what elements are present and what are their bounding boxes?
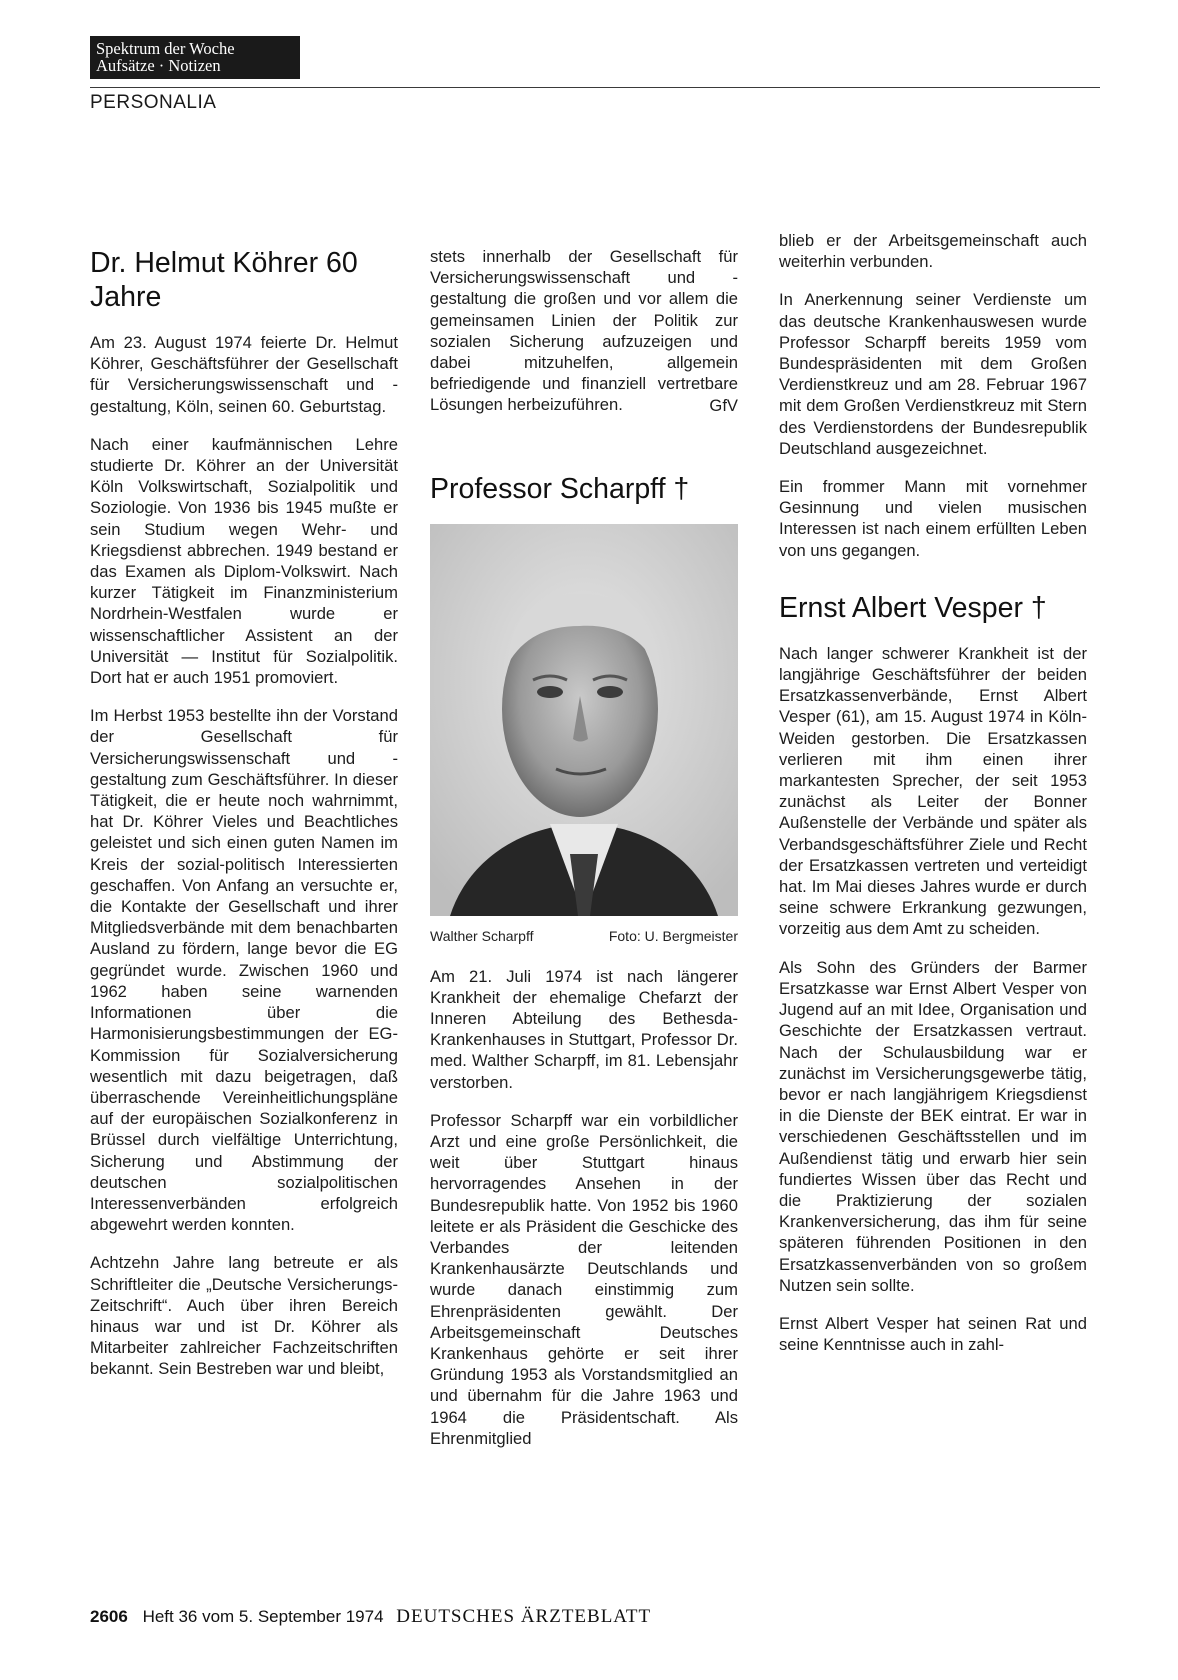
article-paragraph-continued: blieb er der Arbeitsgemeinschaft auch weiterhin verbunden. xyxy=(779,231,1087,272)
article-signature: GfV xyxy=(709,395,738,415)
article-paragraph-continued: stets innerhalb der Gesellschaft für Versicherungswissenschaft und -gestaltung die großen und vor allem die gemeinsamen Linien der Politik zur sozialen Sicherung aufzuzeigen und dabei mitzuhelfen, allgemein befriedigende und finanziell vertretbare Lösungen herbeizuführen. xyxy=(430,247,738,415)
article-paragraph: Ein frommer Mann mit vornehmer Gesinnung und vielen musischen Interessen ist nach einem erfüllten Leben von uns gegangen. xyxy=(779,477,1087,560)
rubric-label: PERSONALIA xyxy=(90,92,217,113)
article-title-scharpff: Professor Scharpff † xyxy=(430,472,690,505)
article-paragraph: Am 21. Juli 1974 ist nach längerer Krankheit der ehemalige Chefarzt der Inneren Abteilung des Bethesda-Krankenhauses in Stuttgart, Professor Dr. med. Walther Scharpff, im 81. Lebensjahr verstorben. xyxy=(430,966,738,1092)
article-paragraph: Nach langer schwerer Krankheit ist der langjährige Geschäftsführer der beiden Ersatzkassenverbände, Ernst Albert Vesper (61), am 15. August 1974 in Köln-Weiden gestorben. Die Ersatzkassen verlieren mit ihm einen ihrer markantesten Sprecher, der seit 1953 zunächst als Leiter der Bonner Außenstelle der Verbände und später als Verbandsgeschäftsführer Ziele und Recht der Ersatzkassen vertreten und verteidigt hat. Im Mai dieses Jahres wurde er durch seine schwere Erkrankung gezwungen, vorzeitig aus dem Amt zu scheiden. xyxy=(779,643,1087,939)
article-paragraph: Am 23. August 1974 feierte Dr. Helmut Köhrer, Geschäftsführer der Gesellschaft für Versicherungswissenschaft und -gestaltung, Köln, seinen 60. Geburtstag. xyxy=(90,333,398,416)
magazine-name: DEUTSCHES ÄRZTEBLATT xyxy=(396,1606,652,1627)
article-paragraph: Achtzehn Jahre lang betreute er als Schriftleiter die „Deutsche Versicherungs-Zeitschrift“. Auch über ihren Bereich hinaus war und ist Dr. Köhrer als Mitarbeiter zahlreicher Fachzeitschriften bekannt. Sein Bestreben war und bleibt, xyxy=(90,1253,398,1379)
column-2 xyxy=(430,246,738,1466)
page-number: 2606 xyxy=(90,1607,128,1626)
article-title-koehrer: Dr. Helmut Köhrer 60 Jahre xyxy=(90,247,358,313)
column-3 xyxy=(779,230,1087,1372)
section-label-box xyxy=(90,36,300,79)
section-label-line1: Spektrum der Woche xyxy=(96,39,235,58)
column-1 xyxy=(90,246,398,1397)
photo-caption-credit: Foto: U. Bergmeister xyxy=(608,927,738,944)
article-paragraph: Als Sohn des Gründers der Barmer Ersatzkasse war Ernst Albert Vesper von Jugend auf an mit Idee, Organisation und Geschichte der Ersatzkassen vertraut. Nach der Schulausbildung war er zunächst im Versicherungsgewerbe tätig, bevor er nach langjährigem Kriegsdienst in die Dienste der BEK eintrat. Er war in verschiedenen Geschäftsstellen und im Außendienst tätig und erwarb hier sein fundiertes Wissen über das Recht und die Praktizierung der sozialen Krankenversicherung, das ihm für seine späteren führenden Positionen in den Ersatzkassenverbänden von so großem Nutzen sein sollte. xyxy=(779,957,1087,1295)
photo-caption xyxy=(430,928,738,944)
section-label-line2: Aufsätze · Notizen xyxy=(96,56,221,75)
article-title-vesper: Ernst Albert Vesper † xyxy=(779,591,1047,624)
issue-info: Heft 36 vom 5. September 1974 xyxy=(142,1607,384,1626)
article-paragraph: Ernst Albert Vesper hat seinen Rat und seine Kenntnisse auch in zahl- xyxy=(779,1313,1087,1355)
article-paragraph: Nach einer kaufmännischen Lehre studierte Dr. Köhrer an der Universität Köln Volkswirtschaft, Sozialpolitik und Soziologie. Von 1936 bis 1945 mußte er sein Studium wegen Wehr- und Kriegsdienst abbrechen. 1949 bestand er das Examen als Diplom-Volkswirt. Nach kurzer Tätigkeit im Finanzministerium Nordrhein-Westfalen wurde er wissenschaftlicher Assistent an der Universität — Institut für Sozialpolitik. Dort hat er auch 1951 promoviert. xyxy=(90,434,398,688)
header-rule xyxy=(90,87,1100,88)
page-footer xyxy=(90,1606,651,1628)
article-paragraph: Im Herbst 1953 bestellte ihn der Vorstand der Gesellschaft für Versicherungswissenschaft und -gestaltung zum Geschäftsführer. In dieser Tätigkeit, die er heute noch wahrnimmt, hat Dr. Köhrer Vieles und Beachtliches geleistet und sich einen guten Namen im Kreis der sozial-politisch Interessierten geschaffen. Von Anfang an versuchte er, die Kontakte der Gesellschaft und ihrer Mitgliedsverbände mit dem benachbarten Ausland zu fördern, lange bevor die EG gegründet wurde. Zwischen 1960 und 1962 haben seine warnenden Informationen über die Harmonisierungsbestimmungen der EG-Kommission für Sozialversicherung wesentlich mit dazu beigetragen, daß überraschende Vereinheitlichungspläne auf der europäischen Sozialkonferenz in Brüssel durch vielfältige Unterrichtung, Sicherung und Abstimmung der deutschen sozialpolitischen Interessenverbänden erfolgreich abgewehrt werden konnten. xyxy=(90,706,398,1235)
article-paragraph: In Anerkennung seiner Verdienste um das deutsche Krankenhauswesen wurde Professor Scharpff bereits 1959 vom Bundespräsidenten mit dem Großen Verdienstkreuz und am 28. Februar 1967 mit dem Großen Verdienstkreuz mit Stern des Verdienstordens der Bundesrepublik Deutschland ausgezeichnet. xyxy=(779,290,1087,458)
portrait-photo xyxy=(430,524,738,916)
photo-caption-name: Walther Scharpff xyxy=(430,927,534,944)
article-paragraph: Professor Scharpff war ein vorbildlicher Arzt und eine große Persönlichkeit, die weit über Stuttgart hinaus hervorragendes Ansehen in der Bundesrepublik hatte. Von 1952 bis 1960 leitete er als Präsident die Geschicke des Verbandes der leitenden Krankenhausärzte Deutschlands und wurde danach einstimmig zum Ehrenpräsidenten gewählt. Der Arbeitsgemeinschaft Deutsches Krankenhaus gehörte er seit ihrer Gründung 1953 als Vorstandsmitglied an und übernahm für die Jahre 1963 und 1964 die Präsidentschaft. Als Ehrenmitglied xyxy=(430,1110,738,1448)
